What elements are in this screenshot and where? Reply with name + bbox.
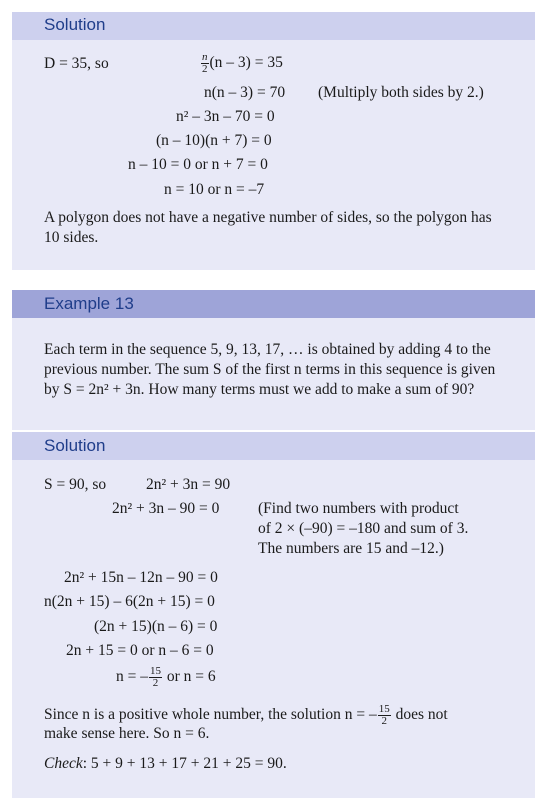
note-line-3: The numbers are 15 and –12.)	[258, 540, 444, 557]
since-line-2: make sense here. So n = 6.	[44, 725, 210, 742]
equation-3: n² – 3n – 70 = 0	[176, 108, 275, 125]
given-statement: D = 35, so	[44, 55, 109, 72]
check-text: : 5 + 9 + 13 + 17 + 21 + 25 = 90.	[82, 755, 287, 772]
equation-2-6: 2n + 15 = 0 or n – 6 = 0	[66, 642, 214, 659]
example-heading: Example 13	[44, 294, 134, 313]
fraction-n-over-2: $\frac{n}{2}$	[202, 51, 208, 75]
equation-2-4: n(2n + 15) – 6(2n + 15) = 0	[44, 593, 215, 610]
equation-2-1: 2n² + 3n = 90	[146, 476, 231, 493]
equation-2-7: n = – $\frac{15}{2}$ or n = 6	[116, 665, 216, 689]
equation-2-3: 2n² + 15n – 12n – 90 = 0	[64, 569, 218, 586]
conclusion-text: A polygon does not have a negative number of sides, so the polygon has 10 sides.	[44, 209, 492, 246]
solution-heading-2: Solution	[44, 436, 106, 455]
equation-2: n(n – 3) = 70	[204, 84, 286, 101]
check-label: Check	[44, 755, 83, 772]
solution-heading-1: Solution	[44, 15, 106, 34]
note-line-2: of 2 × (–90) = –180 and sum of 3.	[258, 520, 469, 537]
equation-1: $\frac{n}{2}$ (n – 3) = 35	[202, 51, 283, 75]
given-statement-2: S = 90, so	[44, 476, 107, 493]
fraction-15-over-2: $\frac{15}{2}$	[150, 665, 161, 689]
note-line-1: (Find two numbers with product	[258, 500, 459, 517]
equation-6: n = 10 or n = –7	[164, 181, 265, 198]
since-line-1: Since n is a positive whole number, the solution n = – $\frac{15}{2}$ does not	[44, 703, 448, 727]
equation-4: (n – 10)(n + 7) = 0	[156, 132, 272, 149]
example-text: Each term in the sequence 5, 9, 13, 17, … is obtained by adding 4 to the previous number. The sum S of the first n terms in this sequence is given by S = 2n² + 3n. How many terms must we add to make a sum of 90?	[44, 341, 496, 398]
equation-2-5: (2n + 15)(n – 6) = 0	[94, 618, 218, 635]
fraction-15-over-2-inline: $\frac{15}{2}$	[378, 703, 390, 727]
equation-5: n – 10 = 0 or n + 7 = 0	[128, 156, 268, 173]
check-line	[44, 754, 287, 774]
equation-2-note: (Multiply both sides by 2.)	[318, 84, 484, 101]
equation-2-2: 2n² + 3n – 90 = 0	[112, 500, 220, 517]
